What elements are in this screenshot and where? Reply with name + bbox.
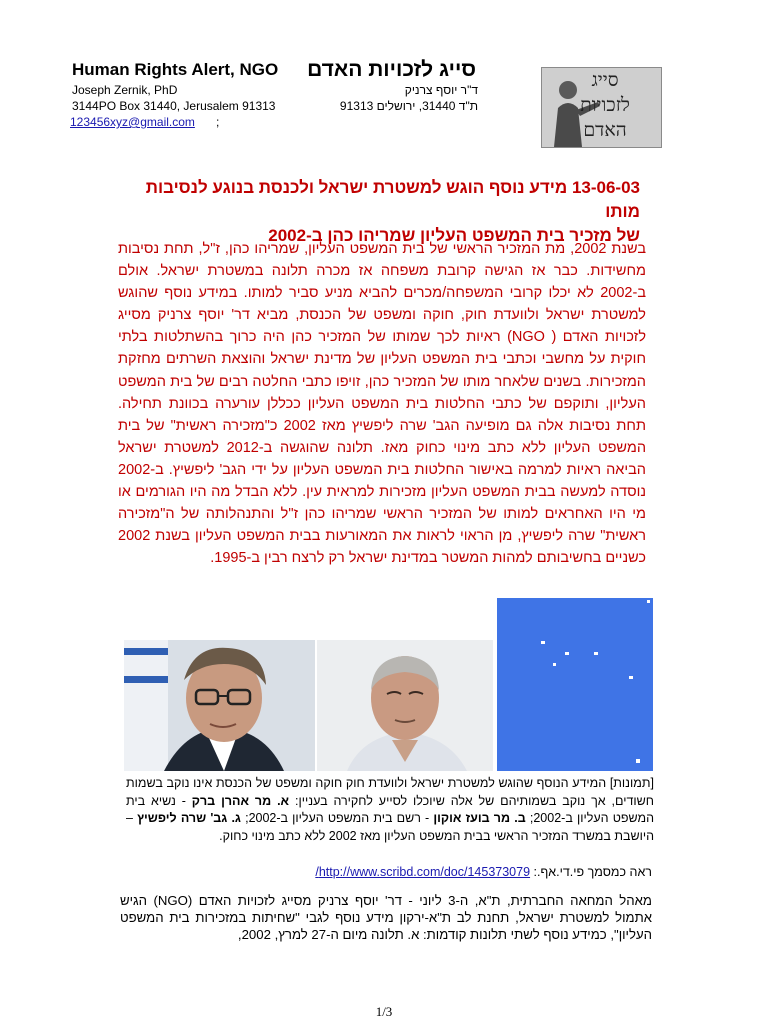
scribd-link[interactable]: http://www.scribd.com/doc/145373079/ — [315, 865, 531, 879]
blue-screenshot-image — [497, 598, 653, 771]
caption-c-text: – היושבת במשרד המזכיר הראשי בבית המשפט העליון מאז 2002 ללא כתב מינוי כחוק. — [126, 811, 654, 843]
caption-a-text: - נשיא בית המשפט העליון ב-2002; — [126, 793, 654, 826]
portrait-icon — [124, 640, 315, 771]
portrait-icon — [317, 640, 493, 771]
address-hebrew: ת"ד 31440, ירושלים 91313 — [339, 99, 478, 113]
caption-intro: [תמונות] המידע הנוסף שהוגש למשטרת ישראל ולוועדת חוק חוקה ומשפט של הכנסת אינו נוקב בשמות חשודים, אך נוקב בשמותיהם של אלה שיוכלו לסייע לחקירה בעניין: — [126, 776, 654, 808]
logo-line-3: האדם — [583, 119, 627, 141]
organization-logo — [541, 67, 662, 148]
email-link[interactable]: 123456xyz@gmail.com — [70, 115, 195, 129]
address-english: 3144PO Box 31440, Jerusalem 91313 — [72, 99, 276, 113]
logo-line-1: סייג — [591, 69, 619, 91]
org-name-hebrew: סייג לזכויות האדם — [307, 58, 476, 81]
page-number: 1/3 — [375, 1004, 393, 1019]
logo-text — [555, 68, 655, 143]
org-name-english: Human Rights Alert, NGO — [72, 60, 279, 79]
caption-c-label: ג. גב' שרה ליפשיץ — [137, 811, 241, 826]
see-also-label: ראה כמסמך פי.די.אף.: — [533, 865, 652, 879]
photo-caption — [126, 775, 654, 845]
photo-aharon-barak — [124, 640, 315, 771]
caption-b-label: ב. מר בועז אוקון — [433, 811, 526, 826]
photo-boaz-okon — [317, 640, 493, 771]
caption-a-label: א. מר אהרן ברק — [191, 793, 290, 808]
person-name-hebrew: ד"ר יוסף צרניק — [404, 83, 478, 97]
caption-b-text: - רשם בית המשפט העליון ב-2002; — [245, 811, 434, 826]
title-line-2: של מזכיר בית המשפט העליון שמריהו כהן ב-2002 — [268, 226, 640, 245]
body-paragraph: בשנת 2002, מת המזכיר הראשי של בית המשפט העליון, שמריהו כהן, ז"ל, תחת נסיבות מחשידות. כבר אז הגישה קרובת משפחה אז מכרה תלונה במשטרת ישראל. אולם ב-2002 לא יכלו קרובי המשפחה/מכרים להביא מניע סביר למותו. במידע נוסף שהוגש למשטרת ישראל ולוועדת חוק, חוקה ומשפט של הכנסת, מביא דר' יוסף צרניק מסייג לזכויות האדם ( NGO) ראיות לכך שמותו של המזכיר כהן היה כרוך בהשתלטות בלתי חוקית על מחשבי וכתבי בית המשפט העליון של מדינת ישראל והוצאת השרתים מחזקת המזכירות. בשנים שלאחר מותו של המזכיר כהן, זויפו כתבי החלטה רבים של בית המשפט העליון, ותוקפם של כתבי החלטות בית המשפט העליון ככללן עורערה בכוונת תחילה. תחת נסיבות אלה גם מופיעה הגב' שרה ליפשיץ מאז 2002 כ"מזכירה ראשית" של בית המשפט העליון ללא כתב מינוי כחוק מאז. תלונה שהוגשה ב-2012 למשטרת ישראל הביאה ראיות למרמה באישור החלטות בית המשפט העליון על ידי הגב' ליפשיץ. ב-2002 נוסדה למעשה בבית המשפט העליון מזכירות למראית עין. ללא הבדל מה היו הגורמים או מי היו האחראים למותו של המזכיר הראשי שמריהו כהן ז"ל והתנהלותה של ה"מזכירה ראשית" שרה ליפשיץ, מן הראוי לראות את המאורעות בבית המשפט העליון בשנת 2002 כשניים בחשיבותם למהות המשטר במדינת ישראל רק לרצח רבין ב-1995. — [118, 241, 647, 567]
person-name-english: Joseph Zernik, PhD — [72, 83, 178, 97]
logo-line-2: לזכויות — [580, 94, 630, 116]
image-specks-icon — [497, 598, 653, 771]
see-also-line — [276, 865, 652, 879]
email-semicolon: ; — [216, 115, 220, 129]
second-paragraph: מאהל המחאה החברתית, ת"א, ה-3 ליוני - דר' יוסף צרניק מסייג לזכויות האדם (NGO) הגיש אתמול למשטרת ישראל, תחנת לב ת"א-ירקון מידע נוסף לגבי "שחיתות במזכירות בית המשפט העליון", כמידע נוסף לשתי תלונות קודמות: א. תלונה מיום ה-27 למרץ, 2002, — [120, 893, 652, 942]
title-line-1: 13-06-03 מידע נוסף הוגש למשטרת ישראל ולכנסת בנוגע לנסיבות מותו — [145, 178, 640, 221]
